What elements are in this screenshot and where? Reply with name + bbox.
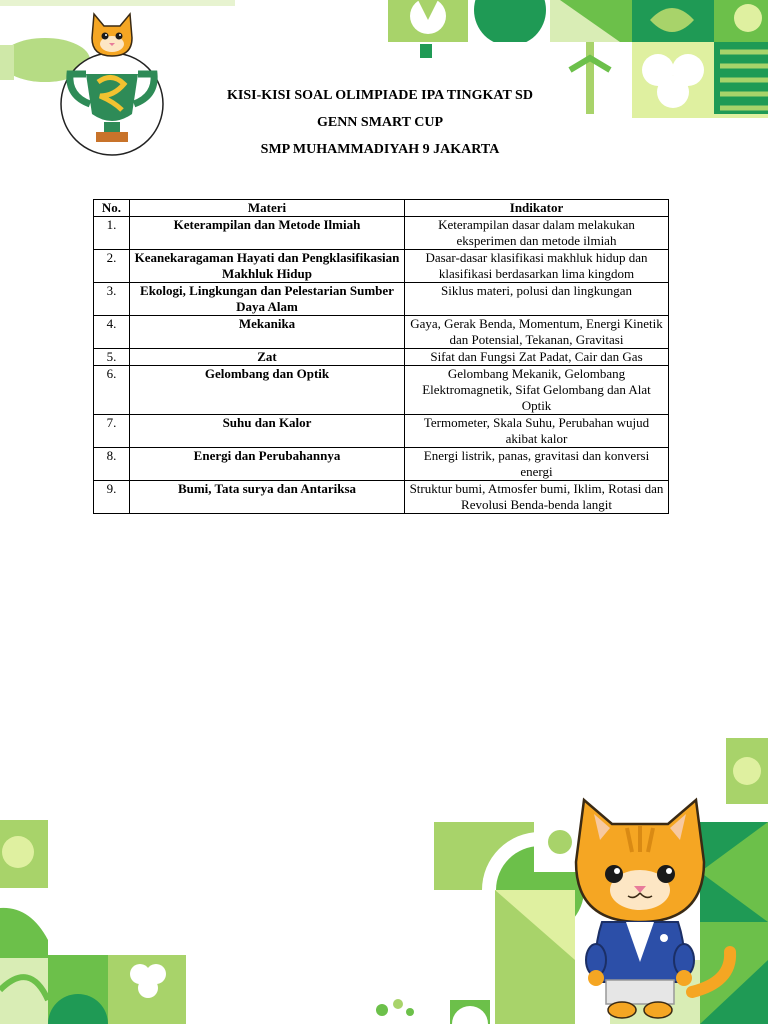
table-row (94, 415, 669, 448)
title-line-1: KISI-KISI SOAL OLIMPIADE IPA TINGKAT SD (227, 88, 533, 103)
row-indikator: Termometer, Skala Suhu, Perubahan wujud akibat kalor (405, 415, 669, 448)
row-indikator: Siklus materi, polusi dan lingkungan (405, 283, 669, 316)
column-header-materi: Materi (130, 200, 405, 217)
row-number: 6. (94, 366, 130, 415)
column-header-no: No. (94, 200, 130, 217)
document-header (180, 86, 580, 167)
row-number: 8. (94, 448, 130, 481)
table-header-row (94, 200, 669, 217)
row-number: 2. (94, 250, 130, 283)
row-materi: Bumi, Tata surya dan Antariksa (130, 481, 405, 514)
cat-mascot-large (572, 792, 742, 1020)
row-indikator: Struktur bumi, Atmosfer bumi, Iklim, Rotasi dan Revolusi Benda-benda langit (405, 481, 669, 514)
row-indikator: Keterampilan dasar dalam melakukan eksperimen dan metode ilmiah (405, 217, 669, 250)
row-materi: Gelombang dan Optik (130, 366, 405, 415)
table-row (94, 283, 669, 316)
cat-mascot-small (88, 10, 136, 60)
row-number: 7. (94, 415, 130, 448)
title-line-3: SMP MUHAMMADIYAH 9 JAKARTA (260, 142, 500, 157)
row-indikator: Gaya, Gerak Benda, Momentum, Energi Kinetik dan Potensial, Tekanan, Gravitasi (405, 316, 669, 349)
row-materi: Zat (130, 349, 405, 366)
table-row (94, 217, 669, 250)
column-header-indikator: Indikator (405, 200, 669, 217)
row-materi: Mekanika (130, 316, 405, 349)
row-materi: Ekologi, Lingkungan dan Pelestarian Sumber Daya Alam (130, 283, 405, 316)
row-materi: Suhu dan Kalor (130, 415, 405, 448)
row-indikator: Sifat dan Fungsi Zat Padat, Cair dan Gas (405, 349, 669, 366)
table-row (94, 316, 669, 349)
row-number: 3. (94, 283, 130, 316)
row-indikator: Dasar-dasar klasifikasi makhluk hidup dan klasifikasi berdasarkan lima kingdom (405, 250, 669, 283)
table-row (94, 250, 669, 283)
row-materi: Keterampilan dan Metode Ilmiah (130, 217, 405, 250)
row-number: 9. (94, 481, 130, 514)
table-row (94, 349, 669, 366)
table-row (94, 448, 669, 481)
row-number: 5. (94, 349, 130, 366)
row-number: 1. (94, 217, 130, 250)
kisi-kisi-table (93, 199, 669, 514)
table-row (94, 366, 669, 415)
title-line-2: GENN SMART CUP (316, 115, 444, 130)
row-materi: Energi dan Perubahannya (130, 448, 405, 481)
row-indikator: Gelombang Mekanik, Gelombang Elektromagnetik, Sifat Gelombang dan Alat Optik (405, 366, 669, 415)
row-indikator: Energi listrik, panas, gravitasi dan konversi energi (405, 448, 669, 481)
trophy-logo-icon (58, 52, 166, 156)
row-number: 4. (94, 316, 130, 349)
row-materi: Keanekaragaman Hayati dan Pengklasifikasian Makhluk Hidup (130, 250, 405, 283)
table-row (94, 481, 669, 514)
